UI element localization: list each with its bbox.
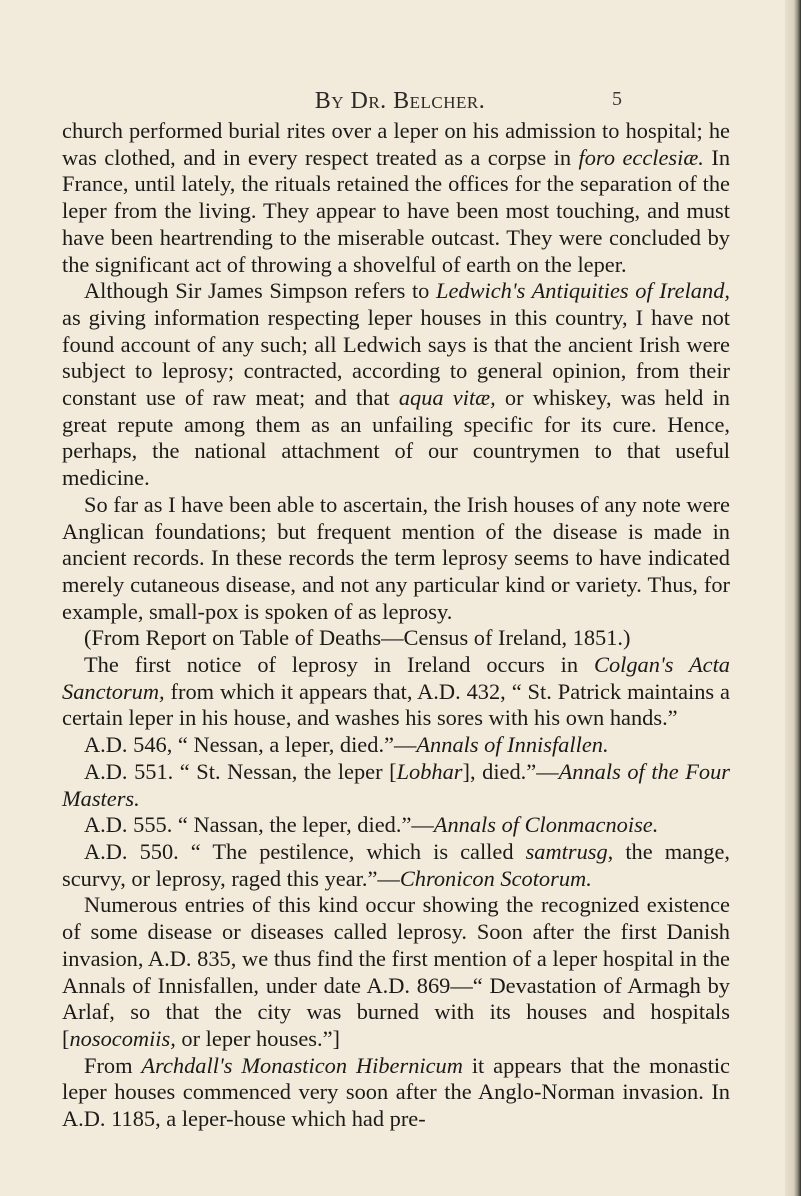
paragraph-numerous-entries: Numerous entries of this kind occur showing the recognized existence of some disease or diseases called leprosy. Soon after the first Danish invasion, A.D. 835, we thus find the first mention of a leper hospital in the Annals of Innisfallen, under date A.D. 869—“ Devastation of Armagh by Arlaf, so that the city was burned with its houses and hospitals [nosocomiis, or leper houses.”] bbox=[62, 892, 730, 1051]
running-head: By Dr. Belcher. bbox=[314, 88, 486, 114]
body-text bbox=[62, 118, 730, 1133]
paragraph-archdall: From Archdall's Monasticon Hibernicum it appears that the monastic leper houses commenced very soon after the Anglo-Norman invasion. In A.D. 1185, a leper-house which had pre- bbox=[62, 1052, 730, 1132]
page-edge-shadow bbox=[785, 0, 801, 1196]
annal-entry-555: A.D. 555. “ Nassan, the leper, died.”—Annals of Clonmacnoise. bbox=[84, 812, 659, 838]
paragraph-anglican-foundations: So far as I have been able to ascertain, the Irish houses of any note were Anglican foundations; but frequent mention of the disease is made in ancient records. In these records the term leprosy seems to have indicated merely cutaneous disease, and not any particular kind or variety. Thus, for example, small-pox is spoken of as leprosy. bbox=[62, 491, 730, 624]
paragraph-census-note: (From Report on Table of Deaths—Census of Ireland, 1851.) bbox=[84, 625, 631, 651]
annal-entry-551: A.D. 551. “ St. Nessan, the leper [Lobhar], died.”—Annals of the Four Masters. bbox=[62, 758, 730, 811]
annal-entry-550: A.D. 550. “ The pestilence, which is called samtrusg, the mange, scurvy, or leprosy, raged this year.”—Chronicon Scotorum. bbox=[62, 838, 730, 891]
annal-entry-546: A.D. 546, “ Nessan, a leper, died.”—Annals of Innisfallen. bbox=[84, 732, 609, 758]
paragraph-ledwich: Although Sir James Simpson refers to Ledwich's Antiquities of Ireland, as giving information respecting leper houses in this country, I have not found account of any such; all Ledwich says is that the ancient Irish were subject to leprosy; contracted, according to general opinion, from their constant use of raw meat; and that aqua vitæ, or whiskey, was held in great repute among them as an unfailing specific for its cure. Hence, perhaps, the national attachment of our countrymen to that useful medicine. bbox=[62, 278, 730, 491]
page-number: 5 bbox=[612, 88, 622, 110]
paragraph-colgan: The first notice of leprosy in Ireland occurs in Colgan's Acta Sanctorum, from which it appears that, A.D. 432, “ St. Patrick maintains a certain leper in his house, and washes his sores with his own hands.” bbox=[62, 652, 730, 731]
paragraph-burial-rites: church performed burial rites over a leper on his admission to hospital; he was clothed, and in every respect treated as a corpse in foro ecclesiæ. In France, until lately, the rituals retained the offices for the separation of the leper from the living. They appear to have been most touching, and must have been heartrending to the miserable outcast. They were concluded by the significant act of throwing a shovelful of earth on the leper. bbox=[62, 118, 731, 277]
